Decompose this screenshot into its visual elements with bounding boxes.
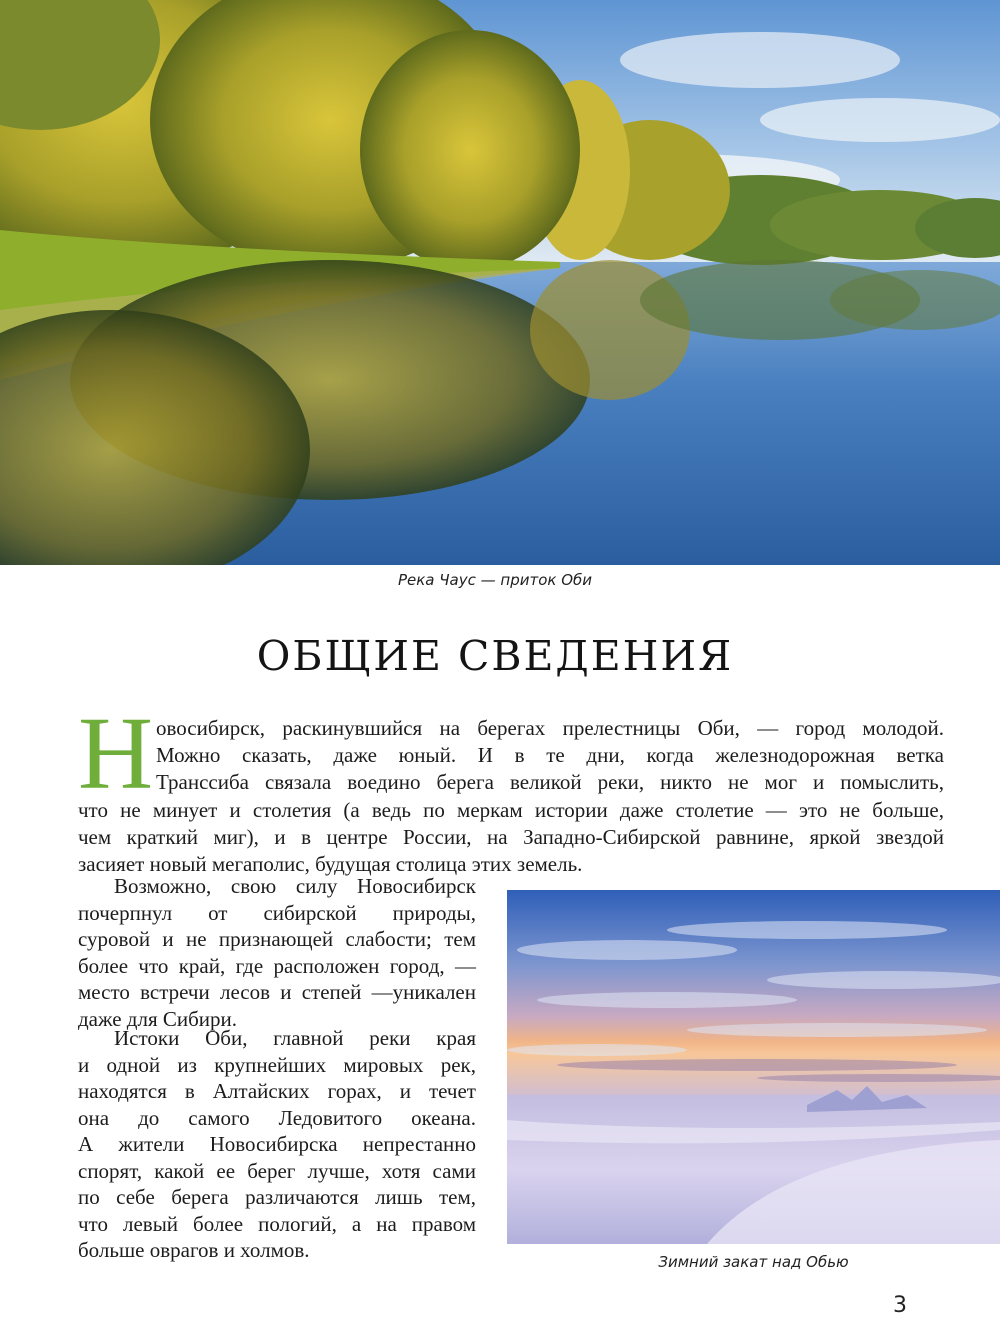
drop-cap: Н xyxy=(78,696,154,811)
paragraph-nature xyxy=(78,873,476,1032)
lead-line: овосибирск, раскинувшийся на берегах прелестницы Оби, — город молодой. xyxy=(156,716,944,740)
paragraph-line: Истоки Оби, главной реки края xyxy=(114,1026,476,1050)
lead-paragraph xyxy=(78,715,944,878)
paragraph-line: находятся в Алтайских горах, и течет xyxy=(78,1079,476,1103)
lead-line: чем краткий миг), и в центре России, на Западно-Сибирской равнине, яркой звездой xyxy=(78,824,944,849)
paragraph-line: она до самого Ледовитого океана. xyxy=(78,1105,476,1130)
paragraph-line: суровой и не признающей слабости; тем xyxy=(78,927,476,951)
lead-line: Можно сказать, даже юный. И в те дни, когда железнодорожная ветка xyxy=(156,743,944,768)
paragraph-line: даже для Сибири. xyxy=(78,1006,238,1031)
paragraph-line: по себе берега различаются лишь тем, xyxy=(78,1185,476,1209)
lead-line: засияет новый мегаполис, будущая столица этих земель. xyxy=(78,852,583,877)
paragraph-line: спорят, какой ее берег лучше, хотя сами xyxy=(78,1158,476,1183)
page-number: 3 xyxy=(893,1293,907,1318)
paragraph-line: больше оврагов и холмов. xyxy=(78,1238,310,1262)
river-chaus-photo xyxy=(0,0,1000,565)
paragraph-line: что левый более пологий, а на правом xyxy=(78,1211,476,1236)
paragraph-line: место встречи лесов и степей —уникален xyxy=(78,980,476,1004)
paragraph-line: и одной из крупнейших мировых рек, xyxy=(78,1052,476,1077)
paragraph-line: А жители Новосибирска непрестанно xyxy=(78,1132,476,1156)
river-photo-caption: Река Чаус — приток Оби xyxy=(397,571,593,589)
paragraph-line: Возможно, свою силу Новосибирск xyxy=(114,874,476,898)
lead-line: что не минует и столетия (а ведь по меркам истории даже столетие — это не больше, xyxy=(78,797,944,822)
winter-photo-caption: Зимний закат над Обью xyxy=(658,1253,849,1271)
section-heading: ОБЩИЕ СВЕДЕНИЯ xyxy=(256,632,734,680)
winter-sunset-photo xyxy=(507,890,1000,1244)
paragraph-ob-river xyxy=(78,1025,476,1264)
lead-line: Транссиба связала воедино берега великой реки, никто не мог и помыслить, xyxy=(156,770,944,795)
paragraph-line: почерпнул от сибирской природы, xyxy=(78,900,476,925)
paragraph-line: более что край, где расположен город, — xyxy=(78,953,476,978)
